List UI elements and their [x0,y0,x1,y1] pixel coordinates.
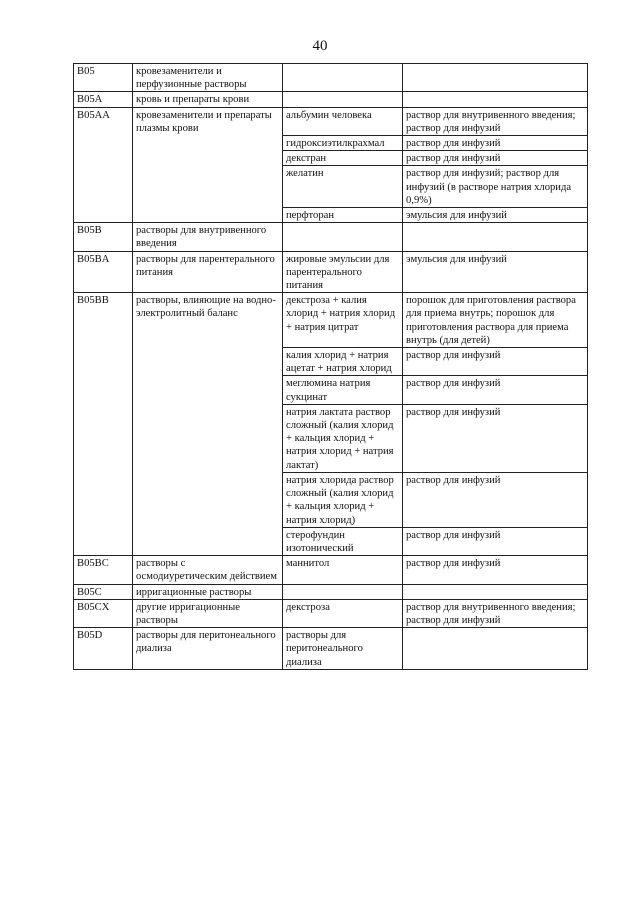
atc-group-name: растворы с осмодиуретическим действием [133,556,283,584]
atc-code: B05CX [74,599,133,627]
atc-group-name: кровь и препараты крови [133,92,283,107]
dosage-form: раствор для инфузий [403,136,588,151]
drug-name: альбумин человека [283,107,403,135]
atc-code: B05BB [74,293,133,556]
drug-name: натрия лактата раствор сложный (калия хлорид + кальция хлорид + натрия хлорид + натрия лактат) [283,404,403,472]
drug-name: гидроксиэтилкрахмал [283,136,403,151]
atc-group-name: кровезаменители и препараты плазмы крови [133,107,283,223]
atc-group-name: растворы для внутривенного введения [133,223,283,251]
table-row [74,584,588,599]
drug-name: маннитол [283,556,403,584]
drug-name: меглюмина натрия сукцинат [283,376,403,404]
atc-code: B05C [74,584,133,599]
dosage-form: эмульсия для инфузий [403,208,588,223]
drug-name: натрия хлорида раствор сложный (калия хлорид + кальция хлорид + натрия хлорид) [283,472,403,527]
atc-table-body [74,64,588,670]
drug-name: стерофундин изотонический [283,527,403,555]
drug-name [283,584,403,599]
dosage-form [403,628,588,670]
dosage-form [403,223,588,251]
atc-group-name: ирригационные растворы [133,584,283,599]
atc-table [73,63,588,670]
dosage-form [403,584,588,599]
table-row [74,599,588,627]
table-row [74,64,588,92]
dosage-form: раствор для инфузий [403,376,588,404]
drug-name [283,92,403,107]
drug-name: желатин [283,166,403,208]
atc-code: B05BC [74,556,133,584]
drug-name: калия хлорид + натрия ацетат + натрия хлорид [283,348,403,376]
table-row [74,223,588,251]
atc-group-name: растворы, влияющие на водно-электролитный баланс [133,293,283,556]
atc-group-name: растворы для перитонеального диализа [133,628,283,670]
dosage-form [403,64,588,92]
atc-code: B05AA [74,107,133,223]
atc-code: B05 [74,64,133,92]
dosage-form: раствор для внутривенного введения; раствор для инфузий [403,599,588,627]
dosage-form: порошок для приготовления раствора для приема внутрь; порошок для приготовления раствора для приема внутрь (для детей) [403,293,588,348]
atc-code: B05B [74,223,133,251]
dosage-form: раствор для инфузий [403,348,588,376]
dosage-form: раствор для инфузий; раствор для инфузий (в растворе натрия хлорида 0,9%) [403,166,588,208]
drug-name: декстроза + калия хлорид + натрия хлорид + натрия цитрат [283,293,403,348]
dosage-form: раствор для инфузий [403,527,588,555]
atc-code: B05A [74,92,133,107]
atc-group-name: растворы для парентерального питания [133,251,283,293]
atc-code: B05D [74,628,133,670]
dosage-form [403,92,588,107]
drug-name: декстроза [283,599,403,627]
drug-name [283,64,403,92]
dosage-form: раствор для инфузий [403,151,588,166]
table-row [74,293,588,348]
drug-name: перфторан [283,208,403,223]
dosage-form: раствор для внутривенного введения; раствор для инфузий [403,107,588,135]
drug-name: декстран [283,151,403,166]
page-number: 40 [312,38,328,54]
drug-name: растворы для перитонеального диализа [283,628,403,670]
dosage-form: раствор для инфузий [403,404,588,472]
atc-code: B05BA [74,251,133,293]
atc-group-name: кровезаменители и перфузионные растворы [133,64,283,92]
table-row [74,107,588,135]
table-row [74,556,588,584]
atc-group-name: другие ирригационные растворы [133,599,283,627]
dosage-form: раствор для инфузий [403,472,588,527]
table-row [74,628,588,670]
table-row [74,251,588,293]
dosage-form: раствор для инфузий [403,556,588,584]
drug-name [283,223,403,251]
table-row [74,92,588,107]
dosage-form: эмульсия для инфузий [403,251,588,293]
drug-name: жировые эмульсии для парентерального питания [283,251,403,293]
